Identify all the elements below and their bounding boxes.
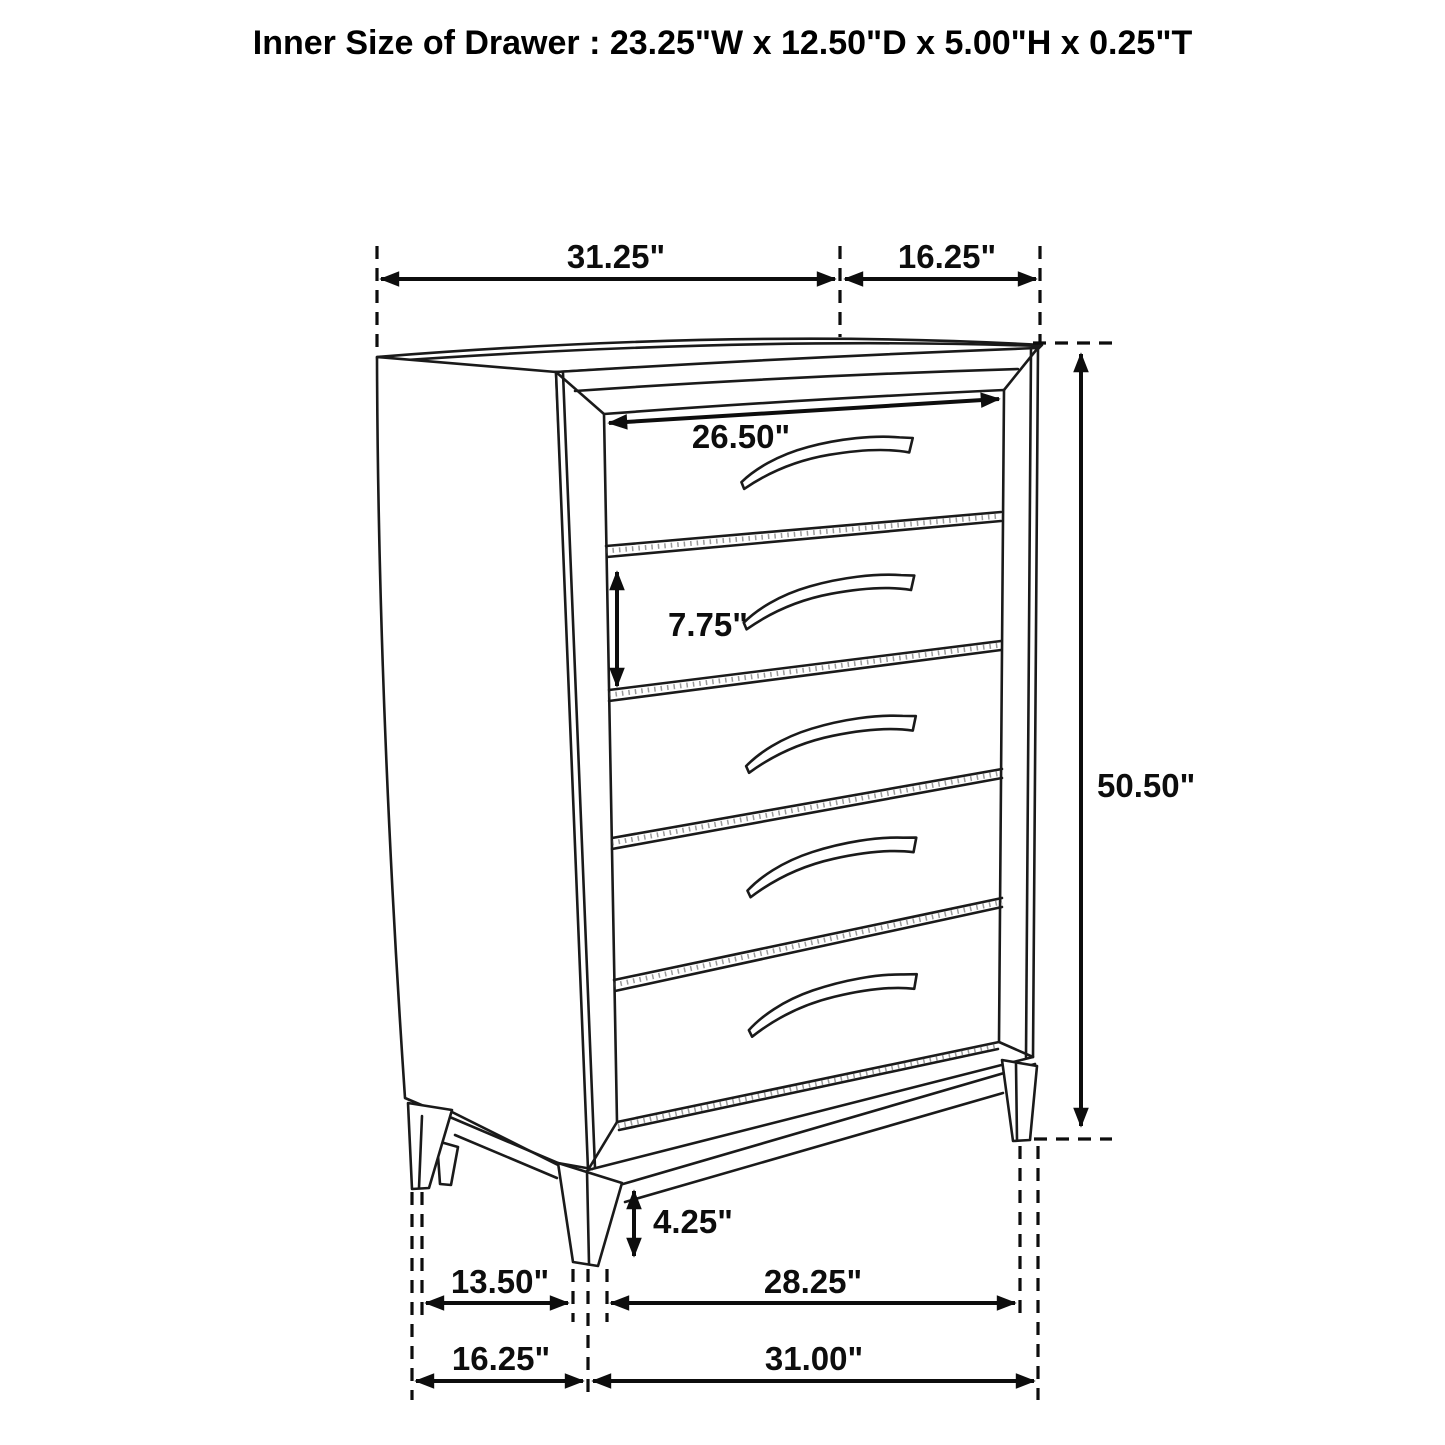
- dim-label-top-width: 31.25": [566, 238, 666, 275]
- dimension-base-width-inner: [611, 1263, 1015, 1303]
- dimension-base-depth: [416, 1340, 583, 1381]
- dim-label-overall-height: 50.50": [1097, 767, 1196, 804]
- dim-label-opening-width: 26.50": [691, 418, 791, 455]
- dim-label-base-depth: 16.25": [451, 1340, 551, 1377]
- dim-label-drawer-height: 7.75": [668, 606, 748, 643]
- drawer-opening: [604, 390, 1004, 1122]
- dim-label-leg-height: 4.25": [653, 1203, 733, 1240]
- dim-label-top-depth: 16.25": [897, 238, 997, 275]
- dimension-base-depth-inner: [426, 1263, 568, 1303]
- dim-label-base-width: 31.00": [764, 1340, 864, 1377]
- page-title: Inner Size of Drawer : 23.25"W x 12.50"D x 5.00"H x 0.25"T: [252, 24, 1193, 62]
- dim-label-base-depth-inner: 13.50": [450, 1263, 550, 1300]
- dim-label-base-width-inner: 28.25": [763, 1263, 863, 1300]
- dimension-overall-height: [1081, 354, 1195, 1126]
- dimension-top-depth: [845, 238, 1036, 279]
- dimension-top-width: [381, 238, 835, 279]
- dimension-base-width: [593, 1340, 1034, 1381]
- right-foot: [1002, 1060, 1037, 1141]
- chest-drawing: [377, 339, 1042, 1266]
- dimension-leg-height: [634, 1191, 733, 1256]
